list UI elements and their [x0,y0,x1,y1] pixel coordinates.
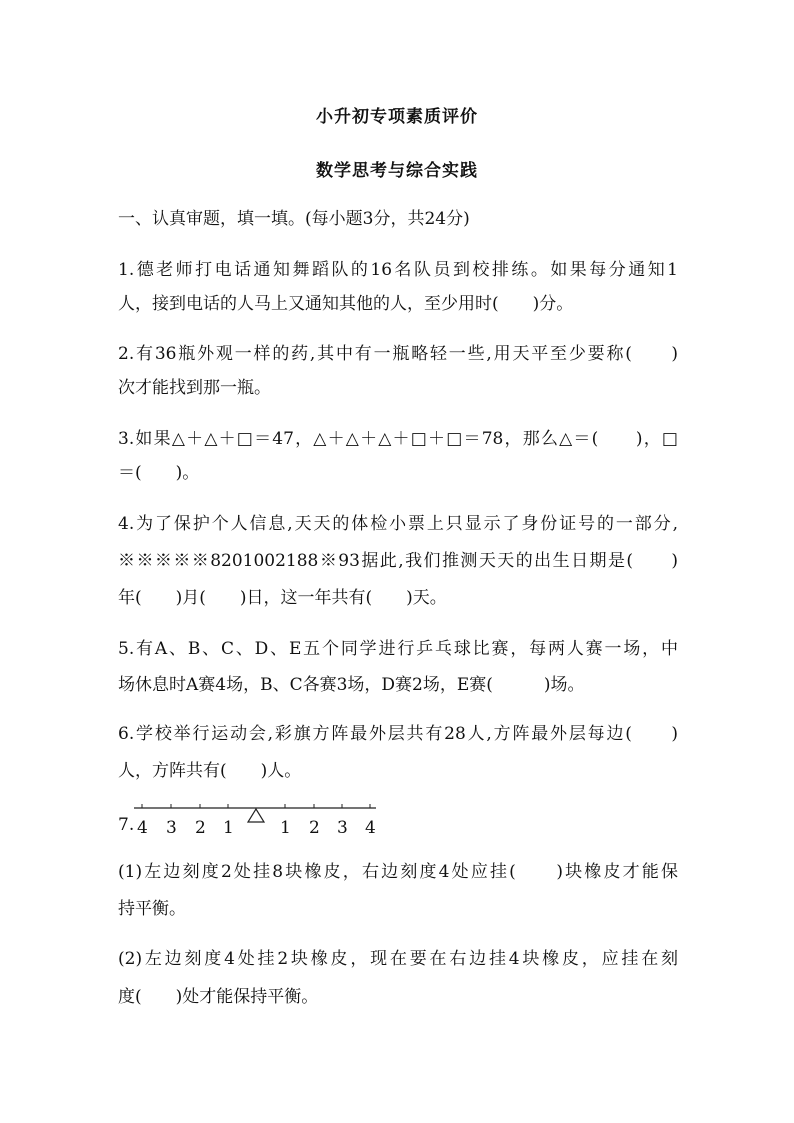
scale-label-left-3: 3 [166,818,177,838]
scale-label-right-1: 1 [280,818,291,838]
worksheet-title: 小升初专项素质评价 [316,107,478,127]
question-3-line-1: 3.如果△＋△＋□＝47，△＋△＋△＋□＋□＝78，那么△＝( )，□ [118,429,678,449]
question-1-line-2: 人，接到电话的人马上又通知其他的人，至少用时( )分。 [118,294,574,314]
question-4-line-2: ※※※※※8201002188※93据此,我们推测天天的出生日期是( ) [118,551,678,571]
question-3-line-2: ＝( )。 [118,463,200,483]
question-5-line-1: 5.有A、B、C、D、E五个同学进行乒乓球比赛，每两人赛一场，中 [118,639,678,659]
question-2-line-2: 次才能找到那一瓶。 [118,378,271,398]
section-heading: 一、认真审题，填一填。(每小题3分，共24分) [118,209,470,229]
question-6-line-2: 人，方阵共有( )人。 [118,761,302,781]
scale-label-left-1: 1 [223,818,234,838]
fulcrum-triangle-icon [248,809,264,822]
scale-label-left-4: 4 [137,818,148,838]
question-2-line-1: 2.有36瓶外观一样的药,其中有一瓶略轻一些,用天平至少要称( ) [118,344,678,364]
question-7-part-2-line-2: 度( )处才能保持平衡。 [118,987,319,1007]
scale-label-right-4: 4 [365,818,376,838]
scale-label-left-2: 2 [195,818,206,838]
question-1-line-1: 1.德老师打电话通知舞蹈队的16名队员到校排练。如果每分通知1 [118,260,678,280]
question-5-line-2: 场休息时A赛4场，B、C各赛3场，D赛2场，E赛( )场。 [118,675,585,695]
scale-label-right-2: 2 [309,818,320,838]
question-4-line-1: 4.为了保护个人信息,天天的体检小票上只显示了身份证号的一部分, [118,514,678,534]
worksheet-subtitle: 数学思考与综合实践 [316,161,478,181]
question-6-line-1: 6.学校举行运动会,彩旗方阵最外层共有28人,方阵最外层每边( ) [118,724,678,744]
question-4-line-3: 年( )月( )日，这一年共有( )天。 [118,588,447,608]
question-7-number: 7. [118,815,135,835]
question-7-part-1-line-2: 持平衡。 [118,899,186,919]
scale-label-right-3: 3 [337,818,348,838]
question-7-part-2-line-1: (2)左边刻度4处挂2块橡皮，现在要在右边挂4块橡皮，应挂在刻 [118,949,678,969]
question-7-part-1-line-1: (1)左边刻度2处挂8块橡皮，右边刻度4处应挂( )块橡皮才能保 [118,862,678,882]
